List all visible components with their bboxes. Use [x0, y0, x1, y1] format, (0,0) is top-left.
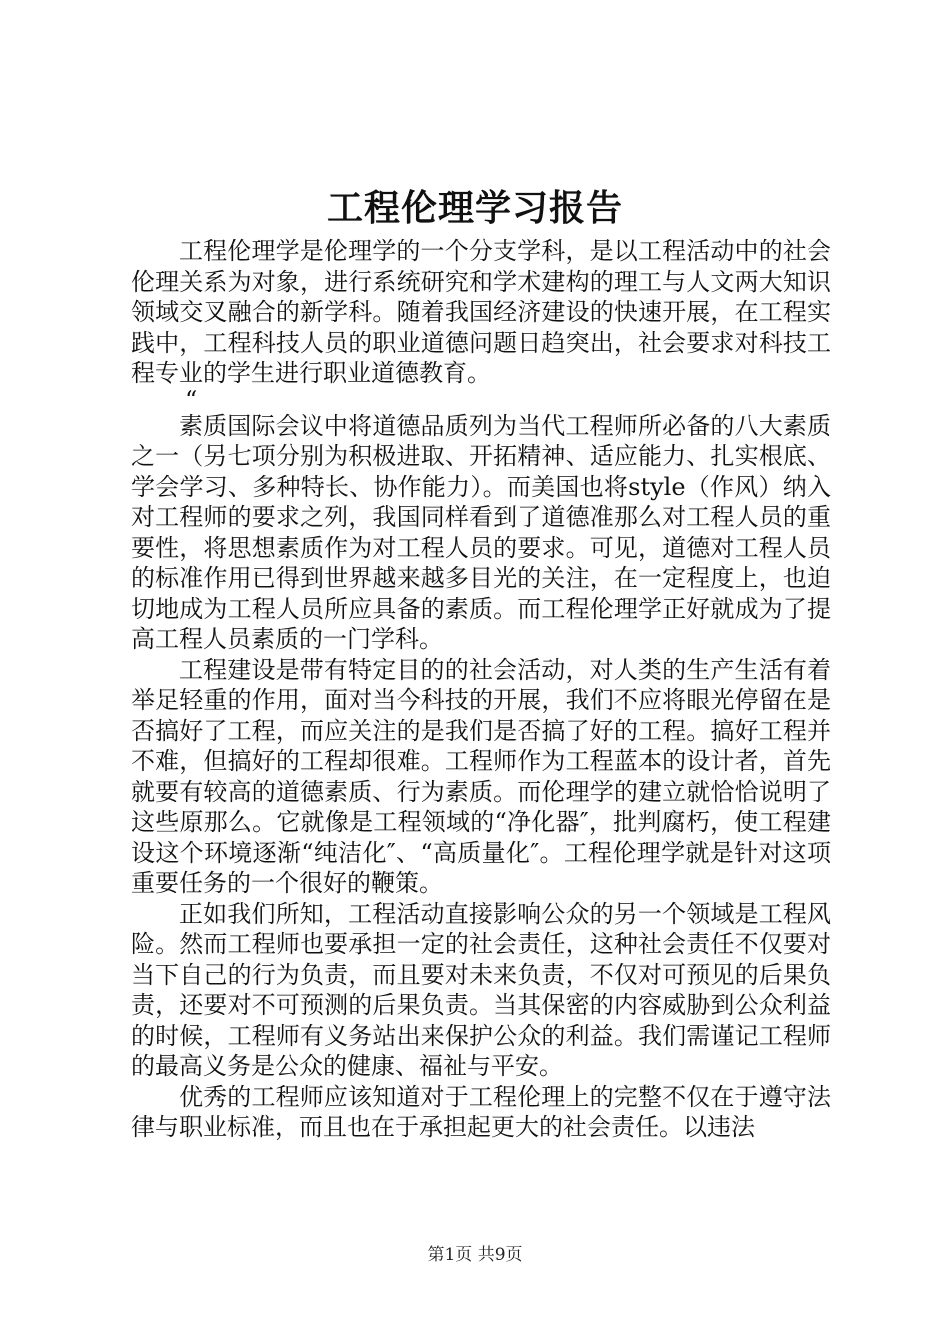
document-title: 工程伦理学习报告: [326, 187, 623, 229]
paragraph-construction: 工程建设是带有特定目的的社会活动，对人类的生产生活有着举足轻重的作用，面对当今科技的开展，我们不应将眼光停留在是否搞好了工程，而应关注的是我们是否搞了好的工程。搞好工程并不难，但搞好的工程却很难。工程师作为工程蓝本的设计者，首先就要有较高的道德素质、行为素质。而伦理学的建立就恰恰说明了这些原那么。它就像是工程领域的“净化器″，批判腐朽，使工程建设这个环境逐渐“纯洁化″、“高质量化″。工程伦理学就是针对这项重要任务的一个很好的鞭策。: [131, 655, 831, 897]
document-body: [131, 236, 831, 1143]
paragraph-excellence: 优秀的工程师应该知道对于工程伦理上的完整不仅在于遵守法律与职业标准，而且也在于承担起更大的社会责任。以违法: [131, 1082, 831, 1141]
paragraph-risk: 正如我们所知，工程活动直接影响公众的另一个领域是工程风险。然而工程师也要承担一定的社会责任，这种社会责任不仅要对当下自己的行为负责，而且要对未来负责，不仅对可预见的后果负责，还要对不可预测的后果负责。当其保密的内容威胁到公众利益的时候，工程师有义务站出来保护公众的利益。我们需谨记工程师的最高义务是公众的健康、福祉与平安。: [131, 899, 831, 1080]
page-number-footer: 第1页 共9页: [427, 1245, 523, 1265]
paragraph-intro: 工程伦理学是伦理学的一个分支学科，是以工程活动中的社会伦理关系为对象，进行系统研究和学术建构的理工与人文两大知识领域交叉融合的新学科。随着我国经济建设的快速开展，在工程实践中，工程科技人员的职业道德问题日趋突出，社会要求对科技工程专业的学生进行职业道德教育。: [131, 237, 831, 387]
stray-quote-mark: “: [185, 385, 198, 414]
paragraph-quality: 素质国际会议中将道德品质列为当代工程师所必备的八大素质之一（另七项分别为积极进取、开拓精神、适应能力、扎实根底、学会学习、多种特长、协作能力）。而美国也将style（作风）纳入对工程师的要求之列，我国同样看到了道德准那么对工程人员的重要性，将思想素质作为对工程人员的要求。可见，道德对工程人员的标准作用已得到世界越来越多目光的关注，在一定程度上，也迫切地成为工程人员所应具备的素质。而工程伦理学正好就成为了提高工程人员素质的一门学科。: [131, 411, 831, 653]
